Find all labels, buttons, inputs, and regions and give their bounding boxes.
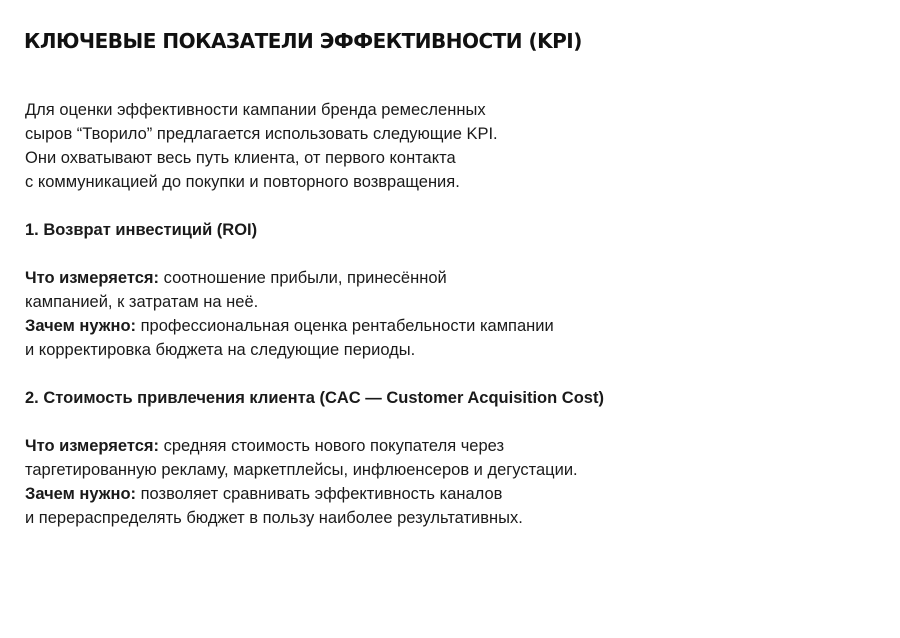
kpi-purpose-line-cont: и корректировка бюджета на следующие периоды.	[25, 341, 416, 359]
kpi-measure-line	[25, 266, 885, 290]
kpi-section-cac	[25, 386, 885, 530]
measure-label: Что измеряется:	[25, 269, 160, 287]
measure-label: Что измеряется:	[25, 437, 160, 455]
measure-text: средняя стоимость нового покупателя через	[159, 437, 505, 455]
measure-text: соотношение прибыли, принесённой	[159, 269, 447, 287]
spacer	[25, 194, 885, 218]
kpi-purpose-line	[25, 314, 885, 338]
spacer	[25, 242, 885, 266]
kpi-purpose-line-cont: и перераспределять бюджет в пользу наиболее результативных.	[25, 509, 523, 527]
page-title: КЛЮЧЕВЫЕ ПОКАЗАТЕЛИ ЭФФЕКТИВНОСТИ (KPI)	[24, 29, 582, 53]
intro-line: Для оценки эффективности кампании бренда ремесленных	[25, 101, 486, 119]
content-body	[25, 98, 885, 530]
kpi-measure-line	[25, 434, 885, 458]
kpi-heading: 2. Стоимость привлечения клиента (CAC — Customer Acquisition Cost)	[25, 389, 604, 407]
kpi-measure-line-cont: кампанией, к затратам на неё.	[25, 293, 259, 311]
spacer	[25, 410, 885, 434]
intro-paragraph	[25, 98, 885, 194]
intro-line: сыров “Творило” предлагается использовать следующие KPI.	[25, 125, 498, 143]
intro-line: Они охватывают весь путь клиента, от первого контакта	[25, 149, 456, 167]
purpose-label: Зачем нужно:	[25, 485, 137, 503]
kpi-heading: 1. Возврат инвестиций (ROI)	[25, 221, 258, 239]
purpose-text: позволяет сравнивать эффективность каналов	[136, 485, 503, 503]
purpose-text: профессиональная оценка рентабельности кампании	[136, 317, 554, 335]
kpi-purpose-line	[25, 482, 885, 506]
kpi-section-roi	[25, 218, 885, 362]
intro-line: с коммуникацией до покупки и повторного возвращения.	[25, 173, 460, 191]
spacer	[25, 362, 885, 386]
kpi-measure-line-cont: таргетированную рекламу, маркетплейсы, инфлюенсеров и дегустации.	[25, 461, 578, 479]
purpose-label: Зачем нужно:	[25, 317, 137, 335]
